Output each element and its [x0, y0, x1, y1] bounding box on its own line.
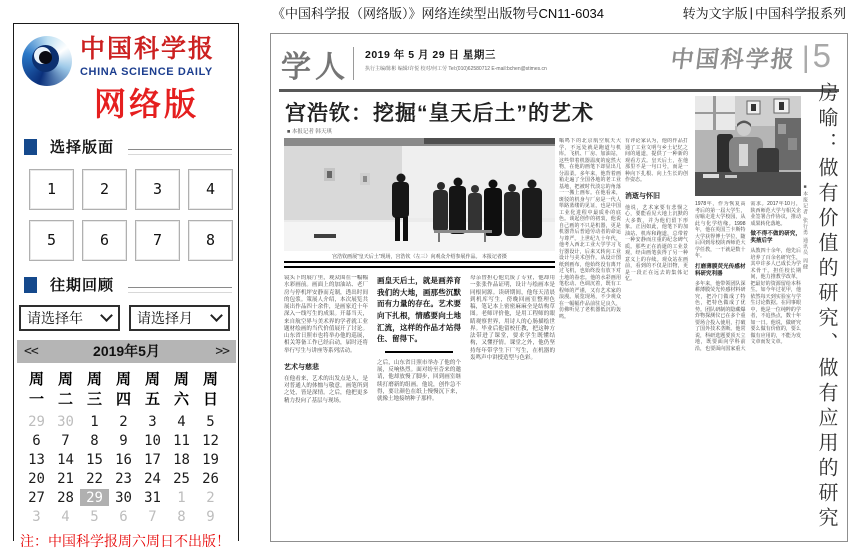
header-links [683, 3, 846, 22]
calendar-day[interactable]: 4 [177, 413, 186, 430]
page-top-header [272, 3, 846, 22]
calendar-day[interactable]: 7 [61, 432, 70, 449]
calendar-day[interactable]: 3 [148, 413, 157, 430]
calendar-day[interactable]: 14 [57, 451, 74, 468]
calendar-day[interactable]: 12 [202, 432, 219, 449]
header-divider [353, 47, 354, 80]
column-text: 他说，艺术家要有悲悯之心，要能看见大地上沉默的大多数，并为他们留下形象。正因如此，他笔下的加油站、机库和跑道，总带着一种安静而庄重的纪念碑气质。那些正在消逝的工业景观，经由画笔获得了另一种意义上的存续。观众站在画前，看到的不仅是旧物，更是一段正在远去的集体记忆。 [625, 204, 688, 282]
calendar-day[interactable]: 26 [202, 470, 219, 487]
staff-credits: 执行主编/陈彬 编辑/许悦 校对/何工劳 Tel:(010)62580712 E-mail:bchen@stimes.cn [365, 66, 547, 72]
column-text: 在他看来，艺术的出发点是人，是对普通人的体恤与敬意。画笔所到之处，皆是深情。之后，他把更多精力投向了基层与现场。 [284, 375, 368, 404]
article-column-3 [470, 275, 555, 541]
calendar-day[interactable]: 24 [144, 470, 161, 487]
section-name: 学人 [281, 51, 349, 84]
month-select[interactable] [129, 305, 230, 331]
calendar-prev-button[interactable]: << [24, 343, 38, 359]
article-column-4 [559, 138, 621, 541]
page-number-button[interactable]: 8 [188, 220, 233, 261]
calendar-day[interactable]: 23 [115, 470, 132, 487]
column-text: 从教四十余年，他先后培养了百余名研究生，其中许多人已成长为学术骨干。担任校长期间，他力推教学改革，把最好的资源留给本科生。如今年过花甲，他依然每天到实验室与学生讨论数据。在同事眼中，他是一位纯粹的学者，不追热点，数十年如一日。他说，做研究要么做有价值的，要么做有应用的，不能为发文章而发文章。 [750, 248, 801, 346]
calendar-day[interactable]: 5 [90, 508, 99, 525]
calendar-day[interactable]: 9 [119, 432, 128, 449]
caption-double-rule [284, 261, 555, 268]
article-subhead: 艺术与慈悲 [284, 363, 319, 371]
calendar-day[interactable]: 4 [61, 508, 70, 525]
side-article-subhead: 做不得不做的研究，奖掖后学 [750, 231, 801, 245]
portrait-photo-illustration [695, 96, 801, 196]
portrait-photo [695, 96, 801, 196]
publication-note: 注：中国科学报周六周日不出版！ [20, 533, 230, 550]
calendar-day[interactable]: 17 [144, 451, 161, 468]
calendar-day[interactable]: 15 [86, 451, 103, 468]
section-divider [128, 287, 232, 293]
calendar-day[interactable]: 22 [86, 470, 103, 487]
column-text: 有评论家认为，他的作品打通了工业文明与乡土记忆之间的通道，提供了一种新的观看方式。皇天后土，在他那里不是一句口号，而是一种向下扎根、向上生长的创作姿态。 [625, 138, 688, 183]
calendar-next-button[interactable]: >> [215, 343, 229, 359]
page-number-button[interactable]: 7 [135, 220, 180, 261]
calendar-day[interactable]: 2 [119, 413, 128, 430]
article-subhead: 消逝与怀旧 [625, 192, 660, 200]
calendar-day[interactable]: 29 [28, 413, 45, 430]
chevron-down-icon [100, 309, 113, 322]
calendar-header [17, 340, 236, 363]
calendar-day[interactable]: 29 [80, 489, 109, 506]
page-number-button[interactable]: 5 [29, 220, 74, 261]
page-number-button[interactable]: 6 [82, 220, 127, 261]
select-page-label: 选择版面 [50, 139, 115, 157]
archive-selects [19, 305, 238, 331]
calendar-day[interactable]: 18 [173, 451, 190, 468]
issue-date: 2019 年 5 月 29 日 星期三 [365, 49, 496, 61]
section-header-archive [24, 276, 232, 294]
weekday-label: 周六 [173, 370, 189, 408]
section-divider [128, 149, 232, 155]
column-text: 嗡鸣下的北京航空航天大学，不远处就是跑道与机库。飞机、厂房、加油站，这些带着机器温度的庞然大物，在他的画笔下却显出几分温柔。多年来，他背着画箱走遍了全国各地的老工业基地，把被时代淡忘的角落一一搬上画布。在他看来，斑驳的机身与厂房是一代人筚路蓝缕的见证，也是中国工业化进程中最质朴的底色。谈起创作的初衷，他说自己画的不只是机器，更是机器背后普通劳动者的命运与尊严。上世纪九十年代，他考入西北工业大学学习飞行器设计，后来又转向工业设计与美术创作。从设计图纸到画布，他始终没有离开过飞机，也始终没有放下对土地的眷恋。他的水彩画用笔松动、色调沉着，既有工程师的严谨，又有艺术家的浪漫。展览现场，不少观众在一幅幅作品前驻足良久，仿佛听见了老机器低沉的轰鸣。 [559, 138, 621, 320]
calendar-day[interactable]: 1 [177, 489, 186, 506]
calendar-day[interactable]: 6 [119, 508, 128, 525]
brand-logo-icon [22, 36, 72, 86]
newspaper-page [270, 33, 848, 542]
page-buttons [29, 169, 238, 261]
column-text: 镜头下的展厅里，观众围在一幅幅水彩画前。画面上的加油站、老厂房与停机坪安静而克制，透出时间的包浆。策展人介绍，本次展览共展出作品四十余件，是画家近十年深入一线写生的成果。开幕当天，来自航空界与美术界的学者就工业题材绘画的当代价值展开了讨论。山东省日照市也将举办他的巡展，相关筹备工作已经启动，届时还将举行写生与讲座等系列活动。 [284, 275, 368, 354]
edition-label: 网络版 [94, 86, 200, 122]
article-headline: 宫浩钦：挖掘“皇天后土”的艺术 [285, 102, 594, 125]
article-byline: ■ 本报记者 韩天琪 [287, 129, 332, 135]
weekday-label: 周一 [28, 370, 44, 408]
page-number-button[interactable]: 2 [82, 169, 127, 210]
calendar-day[interactable]: 8 [177, 508, 186, 525]
masthead-title: 中国科学报 [669, 47, 798, 72]
calendar-day[interactable]: 8 [90, 432, 99, 449]
article-column-5 [625, 138, 688, 541]
side-article-vertical-title: 房喻：做有价值的研究、做有应用的研究 [815, 82, 837, 532]
masthead [671, 39, 831, 75]
section-bullet-icon [24, 139, 37, 155]
calendar-day[interactable]: 6 [32, 432, 41, 449]
pull-quote: 画皇天后土，就是画养育我们的大地，画那些沉默而有力量的存在。艺术要向下扎根，情感要向土地汇流，这样的作品才站得住、留得下。 [377, 276, 461, 344]
calendar-day[interactable]: 2 [206, 489, 215, 506]
side-article-vertical-byline: ■本报记者 张行勇 通讯员 周健 [802, 184, 808, 271]
calendar-day[interactable]: 10 [144, 432, 161, 449]
calendar-day[interactable]: 30 [115, 489, 132, 506]
calendar-day[interactable]: 31 [144, 489, 161, 506]
calendar-day[interactable]: 27 [28, 489, 45, 506]
text-version-link[interactable]: 转为文字版 [682, 6, 748, 21]
calendar-day[interactable]: 3 [32, 508, 41, 525]
chevron-down-icon [210, 309, 223, 322]
publication-info: 《中国科学报（网络版）》网络连续型出版物号CN11-6034 [272, 6, 605, 21]
photo-caption: 宫浩钦画展“皇天后土”现场，宫浩钦（左三）向观众介绍参展作品。 本报记者摄 [332, 254, 507, 260]
page-number-button[interactable]: 4 [188, 169, 233, 210]
sidebar-panel [13, 23, 239, 550]
calendar-month-title: 2019年5月 [93, 343, 160, 360]
article-column-1 [284, 275, 368, 541]
link-divider: | [749, 5, 753, 20]
article-column-2 [377, 275, 461, 541]
weekday-label: 周四 [115, 370, 131, 408]
column-text: 多年来，他带领团队深耕薄膜荧光传感材料研究，把冷门做成了特色，把特色做成了优势。团队研制的隐藏爆炸物探测仪已在多个重要场合投入使用，打破了国外技术垄断。他常说，科研选题要顶天立地，既要面向学科前沿，也要面向国家重大需求。2017年10月，陕西师范大学与相关企业签署合作协议，推动成果转化落地。 [695, 201, 801, 352]
calendar-weekdays [22, 370, 238, 410]
calendar-day[interactable]: 7 [148, 508, 157, 525]
calendar-day[interactable]: 1 [90, 413, 99, 430]
archive-label: 往期回顾 [50, 277, 115, 295]
calendar-day[interactable]: 20 [28, 470, 45, 487]
logo [14, 24, 238, 86]
weekday-label: 周三 [86, 370, 102, 408]
calendar-day[interactable]: 5 [206, 413, 215, 430]
calendar-day[interactable]: 9 [206, 508, 215, 525]
calendar-day[interactable]: 28 [57, 489, 74, 506]
page-number: 5 [812, 37, 831, 74]
masthead-divider: | [801, 41, 810, 74]
column-text: 之后，山东省日照市举办了他的个展，反响热烈。面对纷至沓来的邀请，他却放慢了脚步，回到画室继续打磨新的组画。他说，创作急不得，要让颜色在纸上慢慢沉下来，就像土地接纳种子那样。 [377, 359, 461, 402]
section-bullet-icon [24, 277, 37, 293]
year-select[interactable] [19, 305, 120, 331]
pull-quote-rule [385, 351, 452, 353]
page-number-button[interactable]: 1 [29, 169, 74, 210]
header-rule [279, 89, 839, 92]
calendar-day[interactable]: 21 [57, 470, 74, 487]
month-select-value: 请选择月 [137, 309, 193, 326]
calendar-days [22, 413, 238, 525]
calendar-day[interactable]: 11 [173, 432, 190, 449]
weekday-label: 周五 [144, 370, 160, 408]
gallery-photo [284, 138, 555, 251]
page-number-button[interactable]: 3 [135, 169, 180, 210]
gallery-photo-illustration [284, 138, 555, 251]
column-text: 母亲曾担心他荒废了专业，他却用一张张作品证明，设计与绘画本是同根同源。读研期间，他每天清晨到机库写生，傍晚回画室整理色稿，笔记本上密密麻麻全是结构草图。老师评价他，是用工程师的眼睛观察世界，用诗人的心肠描绘世界。毕业后他留校任教，把这种方法带进了课堂，要求学生既懂结构，又懂抒情。课堂之外，他仍坚持每年带学生下厂写生，在机器的轰鸣声中讲授造型与色彩。 [470, 275, 555, 361]
column-text: 1978年，作为恢复高考后的第一届大学生，房喻走进大学校园，从此与化学结缘。1998年，他在英国兰卡斯特大学获得博士学位，随后回到母校陕西师范大学任教，一干就是数十年。 [695, 201, 746, 259]
calendar-day[interactable]: 19 [202, 451, 219, 468]
calendar-day[interactable]: 30 [57, 413, 74, 430]
brand-title: 中国科学报 [80, 36, 216, 63]
brand-subtitle: CHINA SCIENCE DAILY [80, 65, 213, 78]
weekday-label: 周二 [57, 370, 73, 408]
calendar-day[interactable]: 16 [115, 451, 132, 468]
calendar-day[interactable]: 13 [28, 451, 45, 468]
side-article-columns [695, 201, 801, 542]
year-select-value: 请选择年 [27, 309, 83, 326]
series-link[interactable]: 中国科学报系列 [754, 6, 846, 21]
calendar-day[interactable]: 25 [173, 470, 190, 487]
side-article-subhead: 打磨薄膜荧光传感材料研究利器 [695, 263, 746, 277]
weekday-label: 周日 [202, 370, 218, 408]
logo-text [80, 36, 215, 78]
section-header-select-page [24, 138, 232, 156]
